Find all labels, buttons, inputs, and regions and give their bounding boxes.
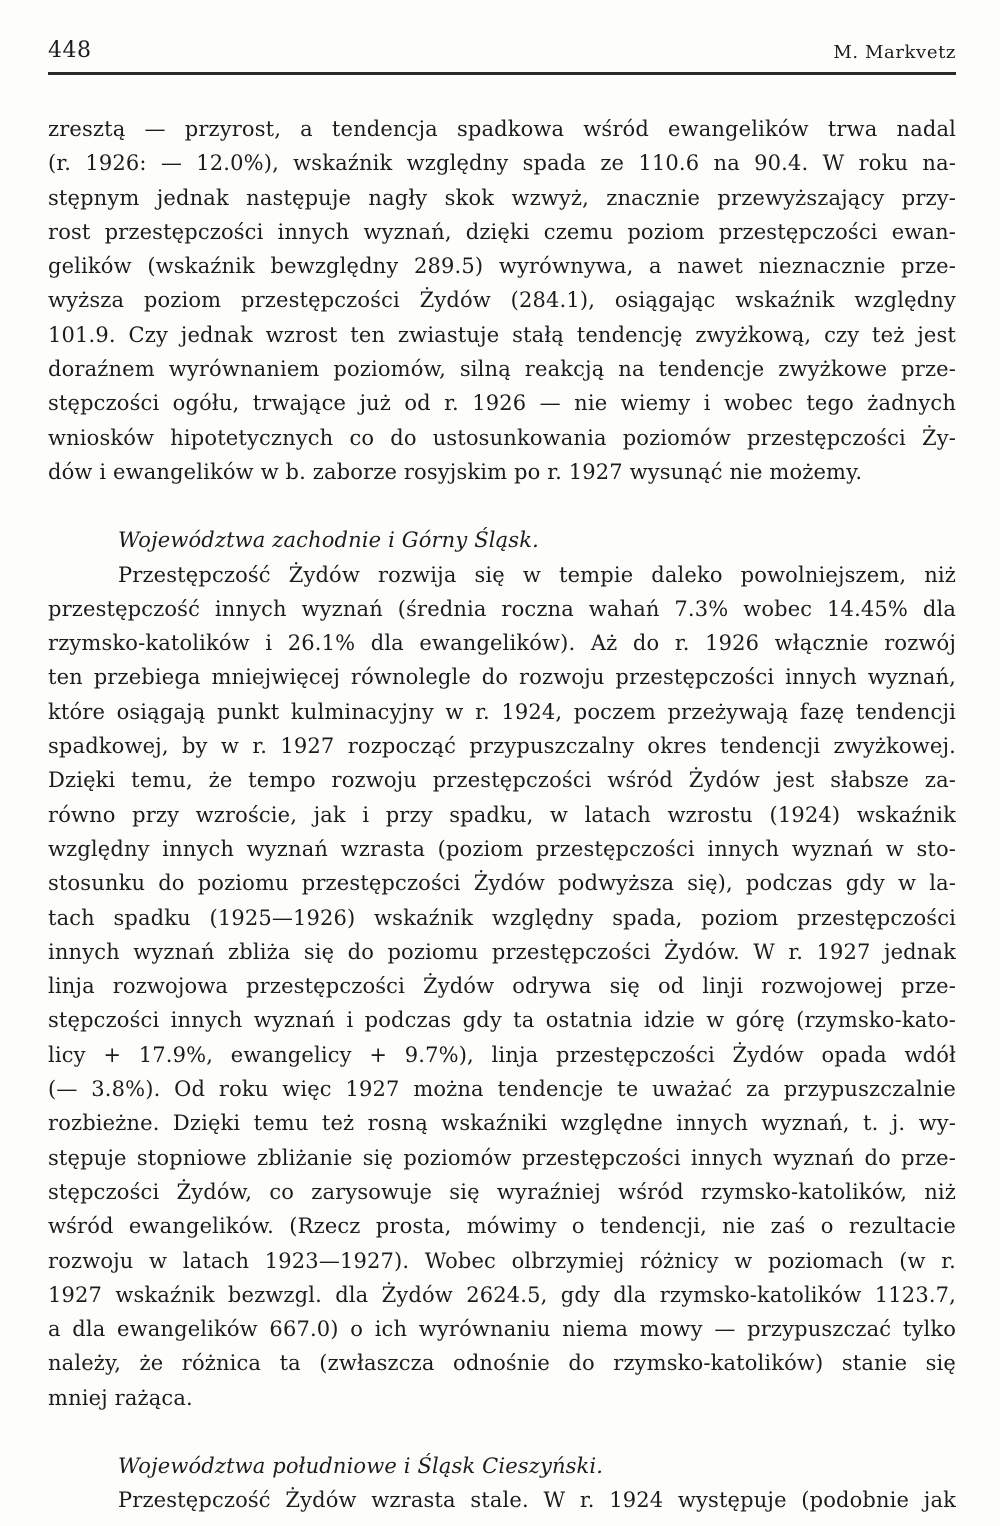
text-line: wśród ewangelików. (Rzecz prosta, mówimy o tendencji, nie zaś o rezultacie <box>48 1214 956 1239</box>
body-text <box>48 112 956 1518</box>
text-line: stępczości innych wyznań i podczas gdy ta ostatnia idzie w górę (rzymsko-kato- <box>48 1008 956 1033</box>
text-line: a dla ewangelików 667.0) o ich wyrównaniu niema mowy — przypuszczać tylko <box>48 1317 956 1342</box>
header-rule <box>48 72 956 75</box>
text-line: 1927 wskaźnik bezwzgl. dla Żydów 2624.5, gdy dla rzymsko-katolików 1123.7, <box>48 1282 956 1307</box>
text-line: 101.9. Czy jednak wzrost ten zwiastuje stałą tendencję zwyżkową, czy też jest <box>48 322 956 347</box>
text-line: doraźnem wyrównaniem poziomów, silną reakcją na tendencje zwyżkowe prze- <box>48 357 956 382</box>
text-line: rozbieżne. Dzięki temu też rosną wskaźniki względne innych wyznań, t. j. wy- <box>48 1111 956 1136</box>
text-line: stępnym jednak następuje nagły skok wzwyż, znacznie przewyższający przy- <box>48 185 956 210</box>
page-number: 448 <box>48 38 92 63</box>
text-line: stępuje stopniowe zbliżanie się poziomów przestępczości innych wyznań do prze- <box>48 1145 956 1170</box>
text-line: równo przy wzroście, jak i przy spadku, w latach wzrostu (1924) wskaźnik <box>48 802 956 827</box>
text-line: względny innych wyznań wzrasta (poziom przestępczości innych wyznań w sto- <box>48 836 956 861</box>
text-line: rost przestępczości innych wyznań, dzięki czemu poziom przestępczości ewan- <box>48 219 956 244</box>
text-line: mniej rażąca. <box>48 1385 193 1410</box>
text-line: linja rozwojowa przestępczości Żydów odrywa się od linji rozwojowej prze- <box>48 974 956 999</box>
text-line: stosunku do poziomu przestępczości Żydów podwyższa się), podczas gdy w la- <box>48 871 956 896</box>
section-heading: Województwa południowe i Śląsk Cieszyński. <box>118 1453 604 1478</box>
text-line: stępczości ogółu, trwające już od r. 1926 — nie wiemy i wobec tego żadnych <box>48 391 956 416</box>
text-line: (r. 1926: — 12.0%), wskaźnik względny spada ze 110.6 na 90.4. W roku na- <box>48 151 956 176</box>
text-line: ten przebiega mniejwięcej równolegle do rozwoju przestępczości innych wyznań, <box>48 665 956 690</box>
text-line: stępczości Żydów, co zarysowuje się wyraźniej wśród rzymsko-katolików, niż <box>48 1179 956 1204</box>
text-line: wniosków hipotetycznych co do ustosunkowania poziomów przestępczości Ży- <box>48 425 956 450</box>
text-line: wyższa poziom przestępczości Żydów (284.1), osiągając wskaźnik względny <box>48 288 956 313</box>
section-western-voivodeships <box>48 523 956 1415</box>
text-line: licy + 17.9%, ewangelicy + 9.7%), linja przestępczości Żydów opada wdół <box>48 1042 956 1067</box>
text-line: spadkowej, by w r. 1927 rozpocząć przypuszczalny okres tendencji zwyżkowej. <box>48 734 956 759</box>
text-line: innych wyznań zbliża się do poziomu przestępczości Żydów. W r. 1927 jednak <box>48 939 956 964</box>
text-line: rzymsko-katolików i 26.1% dla ewangelików). Aż do r. 1926 włącznie rozwój <box>48 631 956 656</box>
paragraph-1 <box>48 112 956 489</box>
text-line: dów i ewangelików w b. zaborze rosyjskim po r. 1927 wysunąć nie możemy. <box>48 459 863 484</box>
section-heading: Województwa zachodnie i Górny Śląsk. <box>118 528 539 553</box>
text-line: (— 3.8%). Od roku więc 1927 można tendencje te uważać za przypuszczalnie <box>48 1077 956 1102</box>
text-line: które osiągają punkt kulminacyjny w r. 1924, poczem przeżywają fazę tendencji <box>48 699 956 724</box>
text-line: rozwoju w latach 1923—1927). Wobec olbrzymiej różnicy w poziomach (w r. <box>48 1248 956 1273</box>
text-line: zresztą — przyrost, a tendencja spadkowa wśród ewangelików trwa nadal <box>48 117 956 141</box>
text-line: należy, że różnica ta (zwłaszcza odnośnie do rzymsko-katolików) stanie się <box>48 1351 956 1376</box>
text-line: tach spadku (1925—1926) wskaźnik względny spada, poziom przestępczości <box>48 905 956 930</box>
text-line: przestępczość innych wyznań (średnia roczna wahań 7.3% wobec 14.45% dla <box>48 596 956 621</box>
text-line: gelików (wskaźnik bewzględny 289.5) wyrównywa, a nawet nieznacznie prze- <box>48 254 956 279</box>
text-line: Przestępczość Żydów wzrasta stale. W r. 1924 występuje (podobnie jak <box>118 1488 956 1513</box>
text-line: Przestępczość Żydów rozwija się w tempie daleko powolniejszem, niż <box>118 562 956 587</box>
section-southern-voivodeships <box>48 1449 956 1518</box>
page-header <box>48 38 956 78</box>
text-line: Dzięki temu, że tempo rozwoju przestępczości wśród Żydów jest słabsze za- <box>48 768 956 793</box>
running-head: M. Markvetz <box>833 42 956 63</box>
